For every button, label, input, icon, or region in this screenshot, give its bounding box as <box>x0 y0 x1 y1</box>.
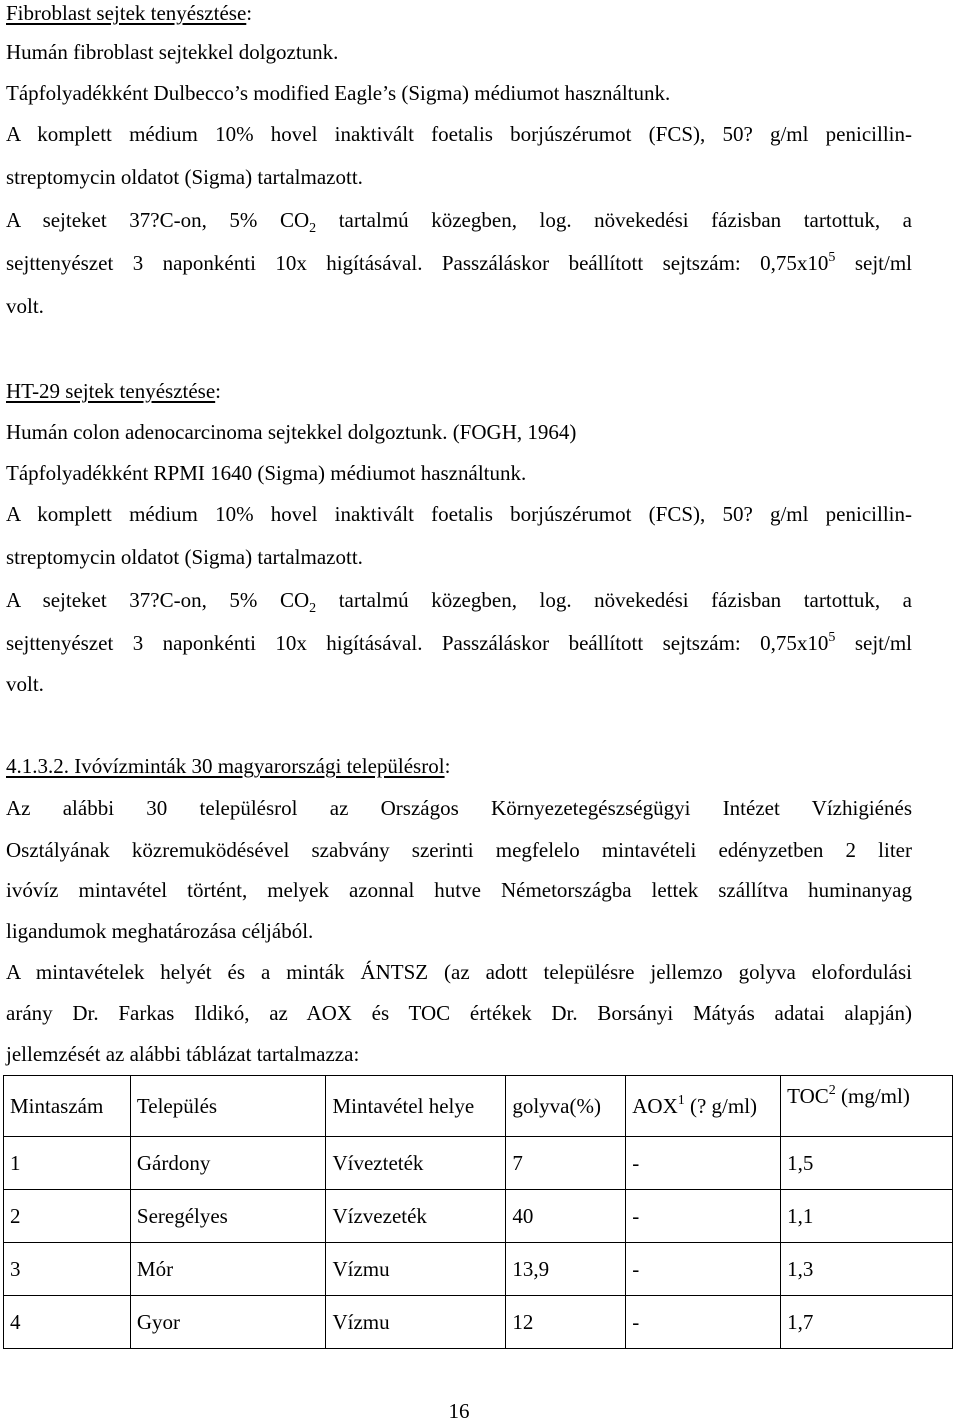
table-cell: - <box>626 1137 781 1190</box>
exponent-superscript: 5 <box>828 630 836 645</box>
fibroblast-heading-colon: : <box>246 1 253 25</box>
header-toc-footnote: 2 <box>828 1083 836 1098</box>
table-cell: 1,3 <box>781 1243 953 1296</box>
fibroblast-line-3: A komplett médium 10% hovel inaktivált foetalis borjúszérumot (FCS), 50? g/ml penicillin- <box>6 122 912 146</box>
ht29-line-3: A komplett médium 10% hovel inaktivált foetalis borjúszérumot (FCS), 50? g/ml penicillin- <box>6 502 912 526</box>
water-heading <box>6 753 912 779</box>
fibroblast-line-6-b: sejt/ml <box>835 251 912 275</box>
table-cell: - <box>626 1243 781 1296</box>
table-cell: Vízmu <box>326 1296 506 1349</box>
table-cell: Vívezteték <box>326 1137 506 1190</box>
header-sampling-place: Mintavétel helye <box>326 1076 506 1137</box>
table-cell: 12 <box>506 1296 626 1349</box>
ht29-heading <box>6 378 912 404</box>
ht29-line-6 <box>6 630 912 656</box>
water-p1-line-3: ivóvíz mintavétel történt, melyek azonnal hutve Németországba lettek szállítva huminanyag <box>6 878 912 902</box>
fibroblast-line-5-b: tartalmú közegben, log. növekedési fázisban tartottuk, a <box>316 208 912 232</box>
ht29-line-6-a: sejttenyészet 3 naponkénti 10x higításával. Passzáláskor beállított sejtszám: 0,75x10 <box>6 631 829 655</box>
header-toc-unit: (mg/ml) <box>835 1084 910 1108</box>
ht29-line-4: streptomycin oldatot (Sigma) tartalmazott. <box>6 545 363 569</box>
table-cell: 2 <box>4 1190 131 1243</box>
fibroblast-line-5-a: A sejteket 37?C-on, 5% CO <box>6 208 310 232</box>
table-cell: - <box>626 1296 781 1349</box>
water-heading-text: 4.1.3.2. Ivóvízminták 30 magyarországi településrol <box>6 754 445 778</box>
water-p1-line-4: ligandumok meghatározása céljából. <box>6 919 314 943</box>
table-cell: - <box>626 1190 781 1243</box>
water-heading-colon: : <box>444 754 451 778</box>
header-aox <box>626 1076 781 1137</box>
table-cell: 7 <box>506 1137 626 1190</box>
fibroblast-line-6 <box>6 250 912 276</box>
table-row <box>4 1137 953 1190</box>
table-cell: Gárdony <box>130 1137 326 1190</box>
ht29-line-2: Tápfolyadékként RPMI 1640 (Sigma) médiumot használtunk. <box>6 461 527 485</box>
table-cell: 1,7 <box>781 1296 953 1349</box>
co2-subscript: 2 <box>309 601 317 616</box>
ht29-heading-colon: : <box>215 379 222 403</box>
table-cell: Mór <box>130 1243 326 1296</box>
table-cell: 3 <box>4 1243 131 1296</box>
table-cell: 13,9 <box>506 1243 626 1296</box>
water-p2-line-1: A mintavételek helyét és a minták ÁNTSZ (az adott településre jellemzo golyva elofordulási <box>6 960 912 984</box>
fibroblast-heading-text: Fibroblast sejtek tenyésztése <box>6 1 247 25</box>
water-p1-line-1: Az alábbi 30 településrol az Országos Környezetegészségügyi Intézet Vízhigiénés <box>6 796 912 820</box>
header-settlement: Település <box>130 1076 326 1137</box>
table-cell: 40 <box>506 1190 626 1243</box>
header-aox-footnote: 1 <box>677 1092 685 1108</box>
water-p2-line-3: jellemzését az alábbi táblázat tartalmazza: <box>6 1042 360 1066</box>
table-row <box>4 1190 953 1243</box>
ht29-heading-text: HT-29 sejtek tenyésztése <box>6 379 216 403</box>
ht29-line-5-a: A sejteket 37?C-on, 5% CO <box>6 588 310 612</box>
table-cell: 1,1 <box>781 1190 953 1243</box>
fibroblast-line-7: volt. <box>6 294 44 318</box>
fibroblast-line-5 <box>6 207 912 236</box>
header-sample-number: Mintaszám <box>4 1076 131 1137</box>
page-number: 16 <box>448 1399 470 1423</box>
header-toc-label: TOC <box>787 1084 829 1108</box>
header-toc <box>781 1076 953 1137</box>
water-sample-table <box>3 1075 953 1349</box>
co2-subscript: 2 <box>309 221 317 236</box>
fibroblast-line-2: Tápfolyadékként Dulbecco’s modified Eagle’s (Sigma) médiumot használtunk. <box>6 81 671 105</box>
table-row <box>4 1296 953 1349</box>
ht29-line-6-b: sejt/ml <box>835 631 912 655</box>
header-aox-label: AOX <box>632 1093 678 1118</box>
ht29-line-5 <box>6 587 912 616</box>
table-cell: 4 <box>4 1296 131 1349</box>
ht29-line-7: volt. <box>6 672 44 696</box>
fibroblast-line-4: streptomycin oldatot (Sigma) tartalmazott. <box>6 165 363 189</box>
table-cell: Vízmu <box>326 1243 506 1296</box>
table-cell: Seregélyes <box>130 1190 326 1243</box>
water-p2-line-2: arány Dr. Farkas Ildikó, az AOX és TOC értékek Dr. Borsányi Mátyás adatai alapján) <box>6 1001 912 1025</box>
ht29-line-5-b: tartalmú közegben, log. növekedési fázisban tartottuk, a <box>316 588 912 612</box>
exponent-superscript: 5 <box>828 250 836 265</box>
table-cell: Gyor <box>130 1296 326 1349</box>
water-p1-line-2: Osztályának közremuködésével szabvány szerinti megfelelo mintavételi edényzetben 2 liter <box>6 838 912 862</box>
table-header-row <box>4 1076 953 1137</box>
header-aox-unit: (? g/ml) <box>684 1093 758 1118</box>
fibroblast-line-1: Humán fibroblast sejtekkel dolgoztunk. <box>6 40 339 64</box>
fibroblast-line-6-a: sejttenyészet 3 naponkénti 10x higításával. Passzáláskor beállított sejtszám: 0,75x10 <box>6 251 829 275</box>
header-goiter: golyva(%) <box>506 1076 626 1137</box>
table-row <box>4 1243 953 1296</box>
table-cell: Vízvezeték <box>326 1190 506 1243</box>
ht29-line-1: Humán colon adenocarcinoma sejtekkel dolgoztunk. (FOGH, 1964) <box>6 420 577 444</box>
table-cell: 1 <box>4 1137 131 1190</box>
fibroblast-heading <box>6 0 912 26</box>
table-cell: 1,5 <box>781 1137 953 1190</box>
